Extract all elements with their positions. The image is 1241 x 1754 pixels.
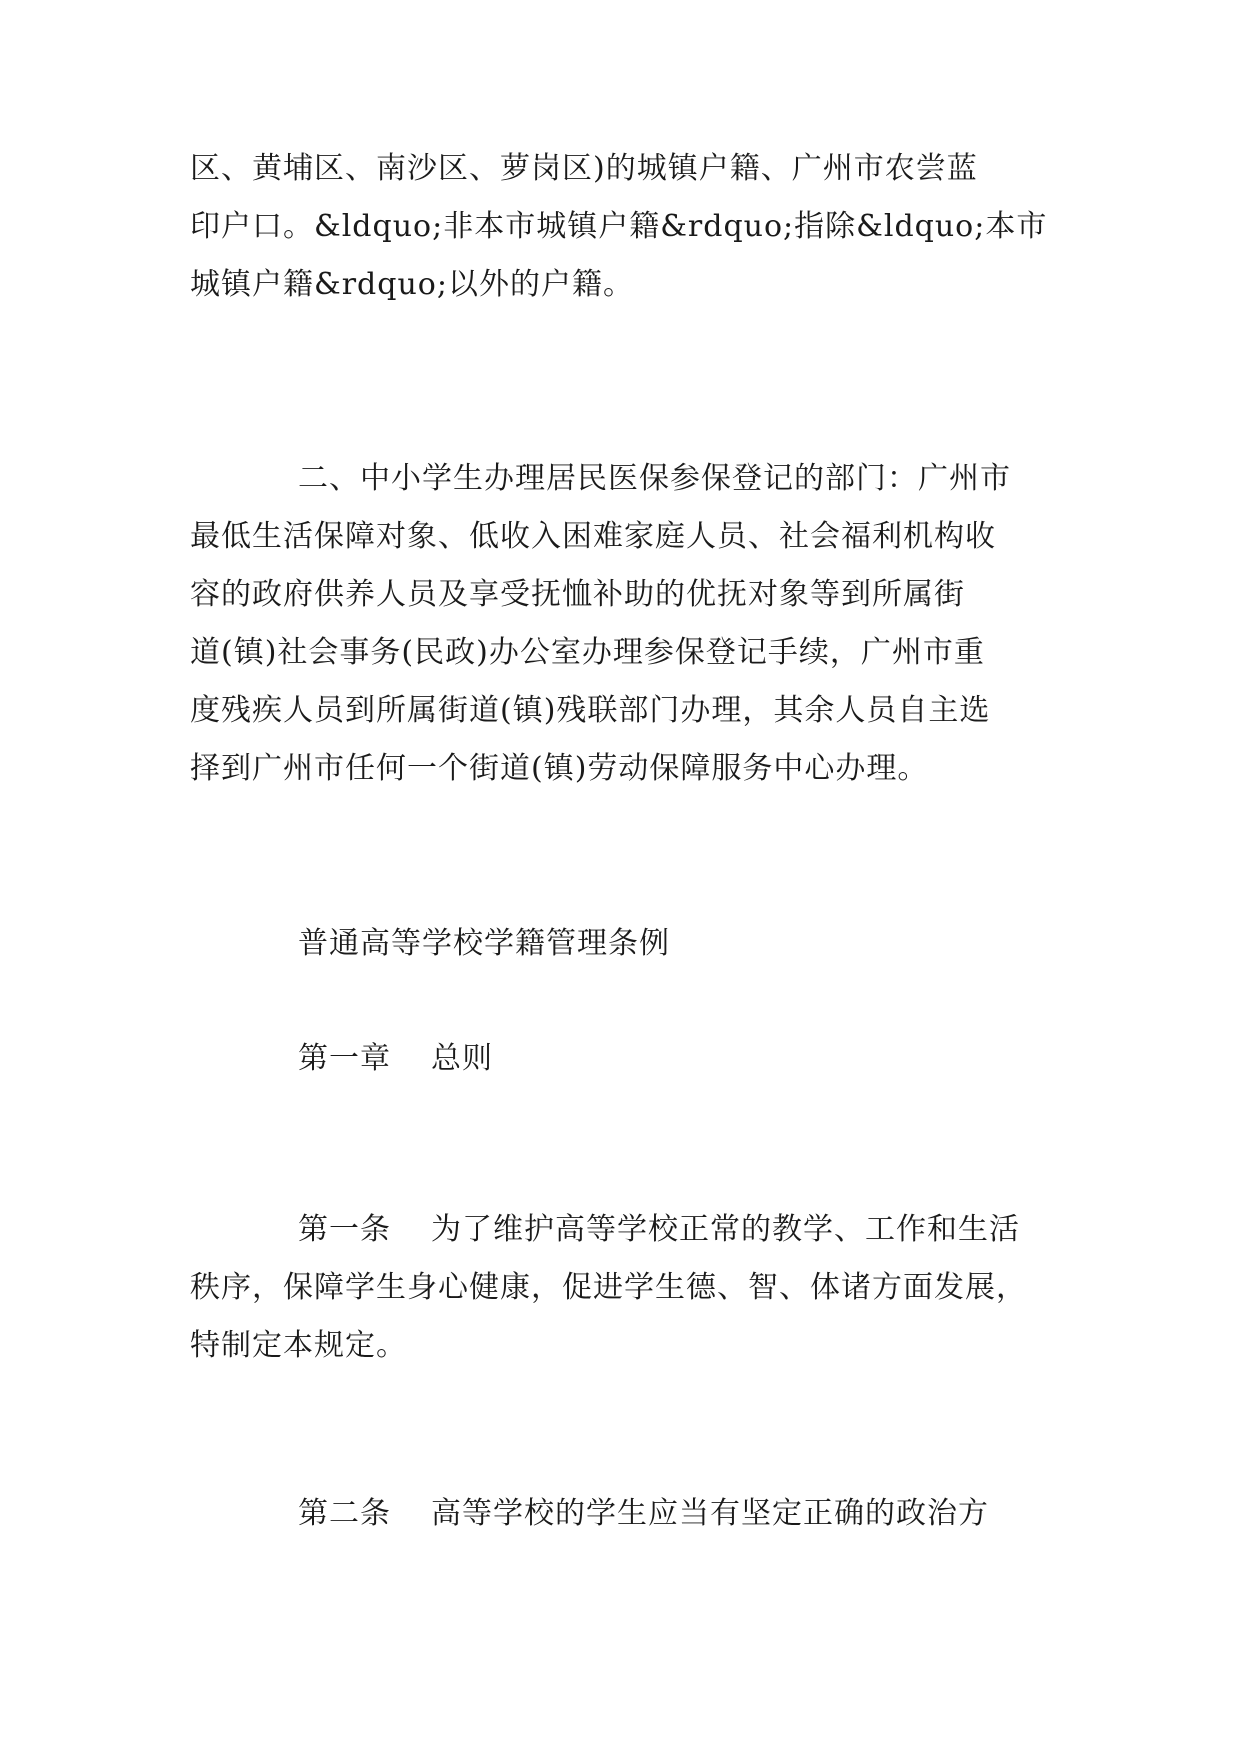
- chapter-heading: [298, 1030, 493, 1088]
- text-line: 二、中小学生办理居民医保参保登记的部门：广州市: [298, 461, 1011, 496]
- text-line: 区、黄埔区、南沙区、萝岗区)的城镇户籍、广州市农尝蓝: [190, 151, 978, 186]
- chapter-name: 总则: [431, 1041, 493, 1076]
- article-one: [190, 1201, 1050, 1375]
- article-two: [190, 1485, 1050, 1543]
- regulation-title: 普通高等学校学籍管理条例: [298, 926, 670, 961]
- chapter-number: 第一章: [298, 1041, 391, 1076]
- text-line: 道(镇)社会事务(民政)办公室办理参保登记手续，广州市重: [190, 635, 985, 670]
- text-line: 特制定本规定。: [190, 1328, 407, 1363]
- article-text: 高等学校的学生应当有坚定正确的政治方: [431, 1496, 989, 1531]
- text-line: 秩序，保障学生身心健康，促进学生德、智、体诸方面发展，: [190, 1270, 1027, 1305]
- paragraph-household-registration: [190, 140, 1050, 314]
- text-line: 城镇户籍&rdquo;以外的户籍。: [190, 267, 634, 302]
- text-line: 最低生活保障对象、低收入困难家庭人员、社会福利机构收: [190, 519, 996, 554]
- article-label: 第一条: [298, 1212, 391, 1247]
- text-line: [190, 1485, 1050, 1543]
- text-line: [190, 1201, 1050, 1259]
- paragraph-registration-departments: [190, 450, 1050, 798]
- text-line: 容的政府供养人员及享受抚恤补助的优抚对象等到所属街: [190, 577, 965, 612]
- text-line: 择到广州市任何一个街道(镇)劳动保障服务中心办理。: [190, 751, 929, 786]
- text-line: 印户口。&ldquo;非本市城镇户籍&rdquo;指除&ldquo;本市: [190, 209, 1048, 244]
- article-text: 为了维护高等学校正常的教学、工作和生活: [431, 1212, 1020, 1247]
- text-line: 度残疾人员到所属街道(镇)残联部门办理，其余人员自主选: [190, 693, 991, 728]
- article-label: 第二条: [298, 1496, 391, 1531]
